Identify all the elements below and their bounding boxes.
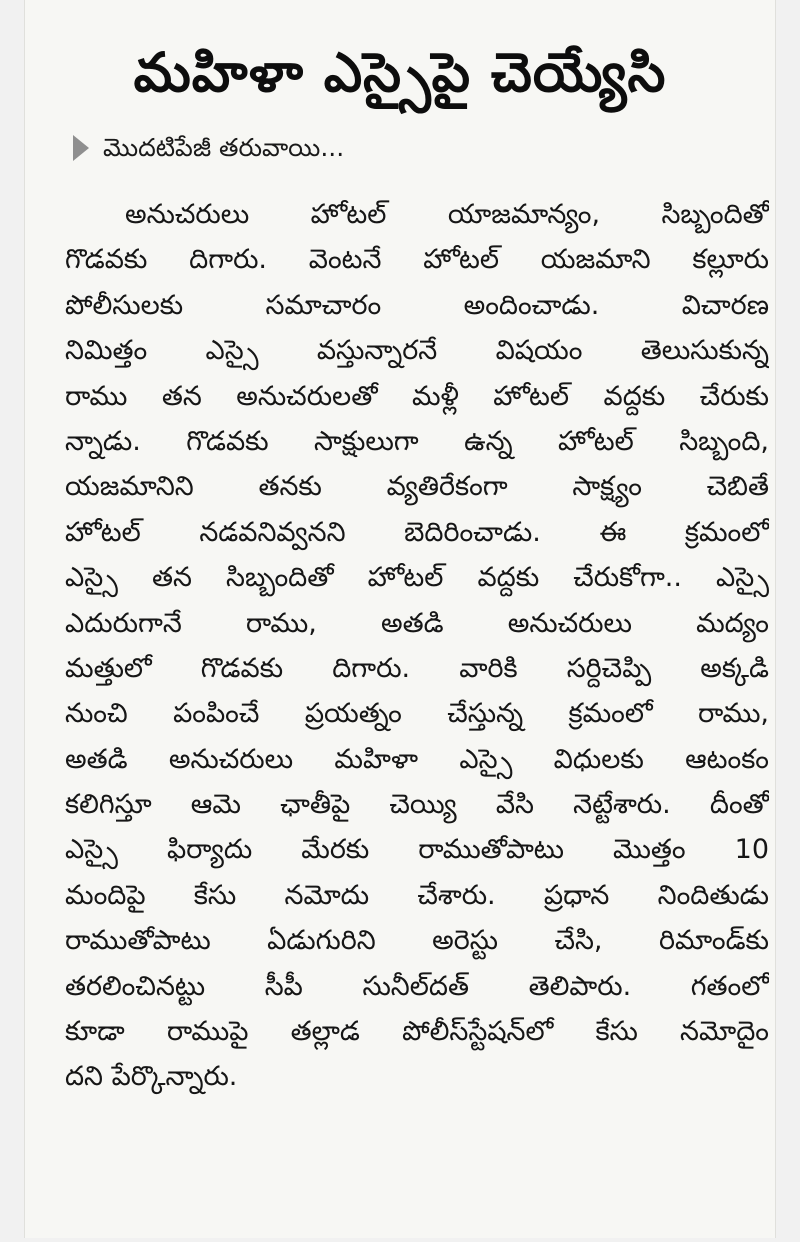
continued-from-front-page [73, 128, 344, 168]
article-line: రాముతోపాటు ఏడుగురిని అరెస్టు చేసి, రిమాండ్‌కు [65, 925, 769, 957]
continued-label: మొదటిపేజీ తరువాయి... [103, 133, 345, 162]
article-line: దని పేర్కొన్నారు. [65, 1061, 238, 1093]
newspaper-clipping [24, 0, 776, 1238]
article-line: రాము తన అనుచరులతో మళ్లీ హోటల్ వద్దకు చేరుకు [65, 380, 769, 412]
article-line: ఎస్సై తన సిబ్బందితో హోటల్ వద్దకు చేరుకోగా.. ఎస్సై [65, 562, 769, 594]
article-line: పోలీసులకు సమాచారం అందించాడు. విచారణ [65, 289, 769, 321]
article-line: అనుచరులు హోటల్ యాజమాన్యం, సిబ్బందితో [125, 199, 769, 230]
article-line: హోటల్ నడవనివ్వనని బెదిరించాడు. ఈ క్రమంలో [65, 516, 769, 548]
article-line: ఎస్సై ఫిర్యాదు మేరకు రాముతోపాటు మొత్తం 10 [65, 834, 769, 866]
article-line: నిమిత్తం ఎస్సై వస్తున్నారనే విషయం తెలుసుకున్న [65, 335, 769, 367]
article-line: న్నాడు. గొడవకు సాక్షులుగా ఉన్న హోటల్ సిబ్బంది, [65, 425, 769, 457]
article-line: నుంచి పంపించే ప్రయత్నం చేస్తున్న క్రమంలో రాము, [65, 698, 769, 730]
article-body [65, 192, 769, 1100]
headline: మహిళా ఎస్సైపై చెయ్యేసి [133, 41, 667, 104]
article-line: కలిగిస్తూ ఆమె ఛాతీపై చెయ్యి వేసి నెట్టేశారు. దీంతో [65, 789, 769, 821]
article-line: మందిపై కేసు నమోదు చేశారు. ప్రధాన నిందితుడు [65, 879, 769, 911]
chevron-right-icon [73, 135, 89, 161]
article-line: కూడా రాముపై తల్లాడ పోలీస్‌స్టేషన్‌లో కేసు నమోదైం [65, 1016, 769, 1048]
article-line: తరలించినట్టు సీపీ సునీల్‌దత్ తెలిపారు. గతంలో [65, 970, 769, 1002]
article-line: ఎదురుగానే రాము, అతడి అనుచరులు మద్యం [65, 607, 769, 639]
article-line: యజమానిని తనకు వ్యతిరేకంగా సాక్ష్యం చెబితే [65, 471, 769, 503]
article-line: మత్తులో గొడవకు దిగారు. వారికి సర్దిచెప్పి అక్కడి [65, 652, 769, 684]
article-line: అతడి అనుచరులు మహిళా ఎస్సై విధులకు ఆటంకం [65, 743, 769, 775]
article-line: గొడవకు దిగారు. వెంటనే హోటల్ యజమాని కల్లూరు [65, 244, 769, 276]
